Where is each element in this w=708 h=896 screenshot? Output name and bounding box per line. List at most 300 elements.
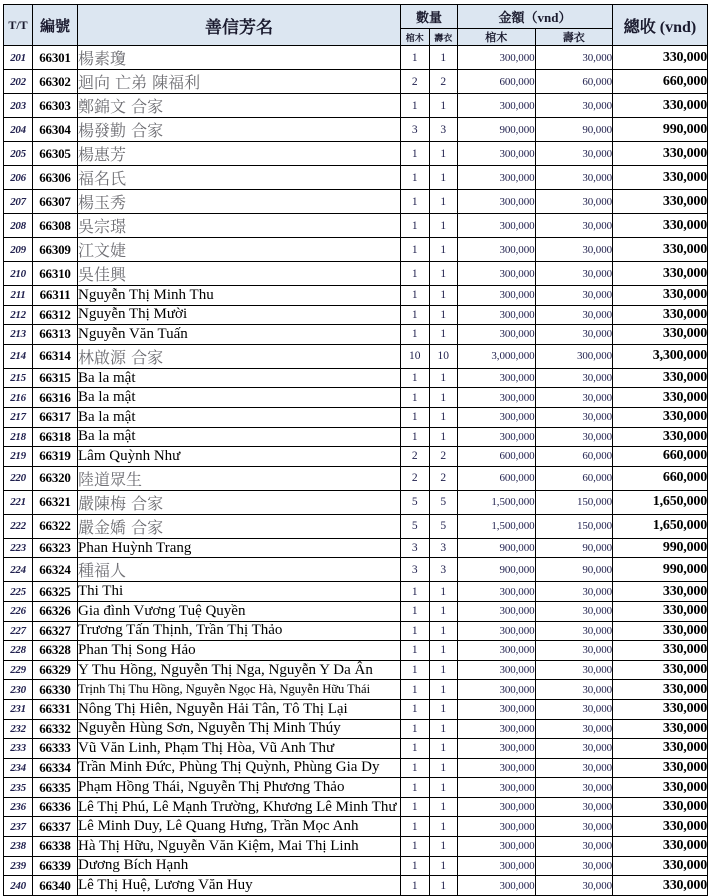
cell-code[interactable]: 66325	[33, 582, 78, 602]
cell-amt-shroud[interactable]: 60,000	[535, 447, 613, 467]
cell-qty-coffin[interactable]: 1	[401, 582, 430, 602]
cell-name[interactable]: Trương Tấn Thịnh, Trần Thị Thảo	[78, 621, 401, 641]
cell-amt-coffin[interactable]: 600,000	[458, 447, 536, 467]
cell-amt-coffin[interactable]: 300,000	[458, 601, 536, 621]
cell-code[interactable]: 66305	[33, 142, 78, 166]
cell-qty-coffin[interactable]: 3	[401, 558, 430, 582]
table-row[interactable]	[4, 286, 708, 306]
cell-qty-shroud[interactable]: 1	[429, 325, 458, 345]
cell-amt-shroud[interactable]: 30,000	[535, 758, 613, 778]
cell-qty-shroud[interactable]: 1	[429, 388, 458, 408]
cell-tt[interactable]: 216	[4, 388, 33, 408]
cell-qty-shroud[interactable]: 2	[429, 466, 458, 490]
table-row[interactable]	[4, 719, 708, 739]
cell-amt-shroud[interactable]: 30,000	[535, 778, 613, 798]
cell-name[interactable]: Lâm Quỳnh Như	[78, 447, 401, 467]
cell-qty-coffin[interactable]: 1	[401, 837, 430, 857]
cell-amt-coffin[interactable]: 1,500,000	[458, 490, 536, 514]
cell-code[interactable]: 66303	[33, 94, 78, 118]
table-row[interactable]	[4, 118, 708, 142]
cell-qty-shroud[interactable]: 1	[429, 368, 458, 388]
table-row[interactable]	[4, 699, 708, 719]
cell-name[interactable]: 楊玉秀	[78, 190, 401, 214]
cell-code[interactable]: 66335	[33, 778, 78, 798]
cell-qty-shroud[interactable]: 1	[429, 286, 458, 306]
cell-qty-coffin[interactable]: 2	[401, 447, 430, 467]
cell-total[interactable]: 3,300,000	[613, 344, 708, 368]
cell-total[interactable]: 330,000	[613, 214, 708, 238]
cell-tt[interactable]: 229	[4, 660, 33, 680]
cell-name[interactable]: 嚴金嬌 合家	[78, 514, 401, 538]
table-row[interactable]	[4, 325, 708, 345]
table-row[interactable]	[4, 70, 708, 94]
cell-qty-shroud[interactable]: 3	[429, 558, 458, 582]
cell-total[interactable]: 330,000	[613, 797, 708, 817]
cell-amt-coffin[interactable]: 300,000	[458, 368, 536, 388]
cell-tt[interactable]: 221	[4, 490, 33, 514]
cell-tt[interactable]: 222	[4, 514, 33, 538]
cell-code[interactable]: 66307	[33, 190, 78, 214]
table-row[interactable]	[4, 856, 708, 876]
cell-amt-shroud[interactable]: 30,000	[535, 214, 613, 238]
cell-amt-shroud[interactable]: 30,000	[535, 407, 613, 427]
cell-code[interactable]: 66309	[33, 238, 78, 262]
cell-name[interactable]: 陸道眾生	[78, 466, 401, 490]
cell-tt[interactable]: 205	[4, 142, 33, 166]
cell-amt-coffin[interactable]: 300,000	[458, 660, 536, 680]
cell-name[interactable]: Thi Thi	[78, 582, 401, 602]
cell-amt-shroud[interactable]: 30,000	[535, 660, 613, 680]
table-row[interactable]	[4, 538, 708, 558]
cell-qty-shroud[interactable]: 1	[429, 739, 458, 759]
cell-code[interactable]: 66328	[33, 641, 78, 661]
cell-code[interactable]: 66315	[33, 368, 78, 388]
cell-amt-coffin[interactable]: 300,000	[458, 837, 536, 857]
cell-total[interactable]: 330,000	[613, 238, 708, 262]
cell-amt-shroud[interactable]: 30,000	[535, 719, 613, 739]
cell-qty-shroud[interactable]: 1	[429, 427, 458, 447]
cell-tt[interactable]: 208	[4, 214, 33, 238]
cell-qty-coffin[interactable]: 1	[401, 797, 430, 817]
cell-amt-shroud[interactable]: 30,000	[535, 142, 613, 166]
cell-code[interactable]: 66339	[33, 856, 78, 876]
cell-amt-coffin[interactable]: 300,000	[458, 166, 536, 190]
cell-qty-coffin[interactable]: 1	[401, 427, 430, 447]
cell-name[interactable]: 福名氏	[78, 166, 401, 190]
cell-qty-coffin[interactable]: 1	[401, 876, 430, 896]
cell-name[interactable]: 楊惠芳	[78, 142, 401, 166]
cell-tt[interactable]: 204	[4, 118, 33, 142]
cell-tt[interactable]: 224	[4, 558, 33, 582]
cell-amt-coffin[interactable]: 300,000	[458, 797, 536, 817]
cell-code[interactable]: 66319	[33, 447, 78, 467]
cell-qty-shroud[interactable]: 1	[429, 601, 458, 621]
cell-qty-shroud[interactable]: 1	[429, 582, 458, 602]
cell-qty-shroud[interactable]: 10	[429, 344, 458, 368]
table-row[interactable]	[4, 427, 708, 447]
cell-amt-shroud[interactable]: 30,000	[535, 699, 613, 719]
cell-code[interactable]: 66327	[33, 621, 78, 641]
cell-name[interactable]: 楊素瓊	[78, 46, 401, 70]
cell-tt[interactable]: 235	[4, 778, 33, 798]
cell-qty-coffin[interactable]: 1	[401, 660, 430, 680]
table-row[interactable]	[4, 344, 708, 368]
cell-qty-shroud[interactable]: 2	[429, 70, 458, 94]
cell-total[interactable]: 330,000	[613, 166, 708, 190]
cell-amt-coffin[interactable]: 300,000	[458, 286, 536, 306]
cell-code[interactable]: 66302	[33, 70, 78, 94]
cell-code[interactable]: 66311	[33, 286, 78, 306]
cell-amt-shroud[interactable]: 30,000	[535, 621, 613, 641]
cell-amt-coffin[interactable]: 300,000	[458, 262, 536, 286]
cell-tt[interactable]: 228	[4, 641, 33, 661]
table-row[interactable]	[4, 837, 708, 857]
cell-qty-shroud[interactable]: 1	[429, 142, 458, 166]
cell-amt-shroud[interactable]: 90,000	[535, 118, 613, 142]
cell-tt[interactable]: 239	[4, 856, 33, 876]
cell-qty-shroud[interactable]: 5	[429, 490, 458, 514]
cell-amt-shroud[interactable]: 30,000	[535, 876, 613, 896]
cell-qty-coffin[interactable]: 1	[401, 262, 430, 286]
cell-qty-coffin[interactable]: 1	[401, 388, 430, 408]
table-row[interactable]	[4, 739, 708, 759]
cell-amt-coffin[interactable]: 300,000	[458, 46, 536, 70]
cell-amt-shroud[interactable]: 150,000	[535, 514, 613, 538]
table-row[interactable]	[4, 214, 708, 238]
cell-code[interactable]: 66306	[33, 166, 78, 190]
cell-code[interactable]: 66316	[33, 388, 78, 408]
cell-total[interactable]: 330,000	[613, 407, 708, 427]
cell-amt-coffin[interactable]: 300,000	[458, 582, 536, 602]
cell-qty-coffin[interactable]: 1	[401, 601, 430, 621]
cell-tt[interactable]: 237	[4, 817, 33, 837]
cell-tt[interactable]: 207	[4, 190, 33, 214]
cell-total[interactable]: 330,000	[613, 325, 708, 345]
cell-qty-shroud[interactable]: 1	[429, 94, 458, 118]
cell-total[interactable]: 330,000	[613, 641, 708, 661]
cell-name[interactable]: 楊發勤 合家	[78, 118, 401, 142]
cell-tt[interactable]: 209	[4, 238, 33, 262]
cell-total[interactable]: 330,000	[613, 660, 708, 680]
cell-qty-coffin[interactable]: 10	[401, 344, 430, 368]
cell-name[interactable]: Ba la mật	[78, 368, 401, 388]
cell-code[interactable]: 66330	[33, 680, 78, 700]
cell-name[interactable]: 吳宗璟	[78, 214, 401, 238]
cell-code[interactable]: 66334	[33, 758, 78, 778]
table-row[interactable]	[4, 660, 708, 680]
cell-amt-coffin[interactable]: 300,000	[458, 94, 536, 118]
cell-name[interactable]: Phạm Hồng Thái, Nguyễn Thị Phương Thảo	[78, 778, 401, 798]
cell-amt-coffin[interactable]: 300,000	[458, 621, 536, 641]
cell-qty-coffin[interactable]: 3	[401, 118, 430, 142]
table-row[interactable]	[4, 190, 708, 214]
cell-total[interactable]: 330,000	[613, 621, 708, 641]
cell-name[interactable]: Gia đình Vương Tuệ Quyền	[78, 601, 401, 621]
cell-qty-coffin[interactable]: 1	[401, 739, 430, 759]
cell-amt-shroud[interactable]: 30,000	[535, 739, 613, 759]
cell-qty-coffin[interactable]: 1	[401, 856, 430, 876]
cell-total[interactable]: 330,000	[613, 286, 708, 306]
cell-qty-shroud[interactable]: 1	[429, 797, 458, 817]
cell-code[interactable]: 66329	[33, 660, 78, 680]
cell-tt[interactable]: 213	[4, 325, 33, 345]
cell-qty-shroud[interactable]: 5	[429, 514, 458, 538]
cell-code[interactable]: 66304	[33, 118, 78, 142]
cell-qty-shroud[interactable]: 1	[429, 817, 458, 837]
cell-name[interactable]: Ba la mật	[78, 407, 401, 427]
cell-amt-coffin[interactable]: 300,000	[458, 238, 536, 262]
cell-name[interactable]: Hà Thị Hữu, Nguyễn Văn Kiệm, Mai Thị Linh	[78, 837, 401, 857]
cell-name[interactable]: Lê Thị Huệ, Lương Văn Huy	[78, 876, 401, 896]
cell-amt-coffin[interactable]: 300,000	[458, 388, 536, 408]
cell-tt[interactable]: 240	[4, 876, 33, 896]
cell-total[interactable]: 330,000	[613, 817, 708, 837]
cell-amt-shroud[interactable]: 30,000	[535, 817, 613, 837]
cell-total[interactable]: 330,000	[613, 94, 708, 118]
cell-tt[interactable]: 214	[4, 344, 33, 368]
cell-amt-coffin[interactable]: 300,000	[458, 817, 536, 837]
cell-name[interactable]: 迴向 亡弟 陳福利	[78, 70, 401, 94]
cell-qty-shroud[interactable]: 3	[429, 538, 458, 558]
cell-amt-coffin[interactable]: 300,000	[458, 305, 536, 325]
cell-amt-shroud[interactable]: 30,000	[535, 368, 613, 388]
cell-tt[interactable]: 233	[4, 739, 33, 759]
cell-name[interactable]: Phan Huỳnh Trang	[78, 538, 401, 558]
table-row[interactable]	[4, 582, 708, 602]
table-row[interactable]	[4, 641, 708, 661]
cell-qty-shroud[interactable]: 1	[429, 641, 458, 661]
cell-amt-coffin[interactable]: 300,000	[458, 778, 536, 798]
cell-tt[interactable]: 206	[4, 166, 33, 190]
table-row[interactable]	[4, 621, 708, 641]
cell-qty-coffin[interactable]: 2	[401, 70, 430, 94]
cell-amt-shroud[interactable]: 30,000	[535, 262, 613, 286]
cell-name[interactable]: Nguyễn Văn Tuấn	[78, 325, 401, 345]
cell-amt-shroud[interactable]: 30,000	[535, 325, 613, 345]
cell-code[interactable]: 66322	[33, 514, 78, 538]
cell-qty-shroud[interactable]: 1	[429, 190, 458, 214]
cell-amt-coffin[interactable]: 300,000	[458, 641, 536, 661]
cell-code[interactable]: 66312	[33, 305, 78, 325]
cell-name[interactable]: Nguyễn Hùng Sơn, Nguyễn Thị Minh Thúy	[78, 719, 401, 739]
cell-qty-coffin[interactable]: 1	[401, 142, 430, 166]
cell-code[interactable]: 66323	[33, 538, 78, 558]
cell-amt-coffin[interactable]: 3,000,000	[458, 344, 536, 368]
table-row[interactable]	[4, 680, 708, 700]
cell-amt-shroud[interactable]: 30,000	[535, 46, 613, 70]
cell-qty-coffin[interactable]: 1	[401, 407, 430, 427]
cell-qty-coffin[interactable]: 1	[401, 817, 430, 837]
cell-name[interactable]: 江文婕	[78, 238, 401, 262]
cell-qty-shroud[interactable]: 1	[429, 837, 458, 857]
cell-total[interactable]: 330,000	[613, 305, 708, 325]
cell-amt-coffin[interactable]: 300,000	[458, 190, 536, 214]
cell-tt[interactable]: 202	[4, 70, 33, 94]
cell-name[interactable]: 林啟源 合家	[78, 344, 401, 368]
cell-total[interactable]: 330,000	[613, 142, 708, 166]
cell-name[interactable]: 種福人	[78, 558, 401, 582]
cell-qty-coffin[interactable]: 2	[401, 466, 430, 490]
cell-total[interactable]: 330,000	[613, 758, 708, 778]
cell-qty-shroud[interactable]: 1	[429, 238, 458, 262]
cell-qty-coffin[interactable]: 1	[401, 286, 430, 306]
cell-amt-coffin[interactable]: 900,000	[458, 118, 536, 142]
cell-tt[interactable]: 231	[4, 699, 33, 719]
cell-code[interactable]: 66333	[33, 739, 78, 759]
cell-qty-coffin[interactable]: 1	[401, 166, 430, 190]
table-row[interactable]	[4, 558, 708, 582]
table-row[interactable]	[4, 447, 708, 467]
cell-code[interactable]: 66301	[33, 46, 78, 70]
cell-qty-coffin[interactable]: 1	[401, 238, 430, 262]
cell-total[interactable]: 330,000	[613, 262, 708, 286]
cell-amt-shroud[interactable]: 30,000	[535, 582, 613, 602]
cell-qty-shroud[interactable]: 1	[429, 719, 458, 739]
cell-total[interactable]: 330,000	[613, 719, 708, 739]
cell-total[interactable]: 330,000	[613, 582, 708, 602]
table-row[interactable]	[4, 305, 708, 325]
cell-qty-coffin[interactable]: 1	[401, 778, 430, 798]
cell-amt-shroud[interactable]: 30,000	[535, 641, 613, 661]
table-row[interactable]	[4, 388, 708, 408]
cell-total[interactable]: 660,000	[613, 466, 708, 490]
cell-tt[interactable]: 217	[4, 407, 33, 427]
cell-amt-shroud[interactable]: 90,000	[535, 538, 613, 558]
cell-total[interactable]: 1,650,000	[613, 490, 708, 514]
cell-tt[interactable]: 225	[4, 582, 33, 602]
cell-name[interactable]: Phan Thị Song Hảo	[78, 641, 401, 661]
cell-qty-shroud[interactable]: 1	[429, 214, 458, 238]
cell-qty-shroud[interactable]: 1	[429, 778, 458, 798]
cell-amt-shroud[interactable]: 30,000	[535, 680, 613, 700]
cell-qty-coffin[interactable]: 1	[401, 719, 430, 739]
cell-code[interactable]: 66331	[33, 699, 78, 719]
cell-tt[interactable]: 215	[4, 368, 33, 388]
table-row[interactable]	[4, 758, 708, 778]
cell-total[interactable]: 660,000	[613, 70, 708, 94]
cell-code[interactable]: 66338	[33, 837, 78, 857]
cell-code[interactable]: 66340	[33, 876, 78, 896]
cell-qty-coffin[interactable]: 1	[401, 190, 430, 214]
cell-qty-coffin[interactable]: 1	[401, 305, 430, 325]
cell-total[interactable]: 330,000	[613, 46, 708, 70]
cell-tt[interactable]: 227	[4, 621, 33, 641]
cell-amt-shroud[interactable]: 30,000	[535, 190, 613, 214]
cell-tt[interactable]: 230	[4, 680, 33, 700]
cell-code[interactable]: 66336	[33, 797, 78, 817]
cell-amt-coffin[interactable]: 300,000	[458, 680, 536, 700]
cell-total[interactable]: 330,000	[613, 856, 708, 876]
cell-tt[interactable]: 219	[4, 447, 33, 467]
cell-qty-coffin[interactable]: 1	[401, 680, 430, 700]
cell-amt-coffin[interactable]: 300,000	[458, 142, 536, 166]
cell-qty-coffin[interactable]: 5	[401, 514, 430, 538]
cell-qty-coffin[interactable]: 1	[401, 641, 430, 661]
cell-tt[interactable]: 201	[4, 46, 33, 70]
cell-tt[interactable]: 218	[4, 427, 33, 447]
cell-qty-coffin[interactable]: 5	[401, 490, 430, 514]
cell-name[interactable]: Nông Thị Hiên, Nguyễn Hải Tân, Tô Thị Lại	[78, 699, 401, 719]
cell-total[interactable]: 660,000	[613, 447, 708, 467]
cell-amt-coffin[interactable]: 300,000	[458, 758, 536, 778]
cell-total[interactable]: 330,000	[613, 388, 708, 408]
cell-code[interactable]: 66308	[33, 214, 78, 238]
cell-tt[interactable]: 226	[4, 601, 33, 621]
cell-tt[interactable]: 232	[4, 719, 33, 739]
cell-total[interactable]: 330,000	[613, 876, 708, 896]
cell-qty-shroud[interactable]: 1	[429, 46, 458, 70]
cell-total[interactable]: 1,650,000	[613, 514, 708, 538]
cell-code[interactable]: 66314	[33, 344, 78, 368]
cell-code[interactable]: 66321	[33, 490, 78, 514]
cell-name[interactable]: Lê Minh Duy, Lê Quang Hưng, Trần Mọc Anh	[78, 817, 401, 837]
cell-qty-coffin[interactable]: 1	[401, 621, 430, 641]
cell-tt[interactable]: 210	[4, 262, 33, 286]
cell-code[interactable]: 66310	[33, 262, 78, 286]
cell-total[interactable]: 330,000	[613, 368, 708, 388]
cell-qty-coffin[interactable]: 1	[401, 214, 430, 238]
cell-amt-coffin[interactable]: 300,000	[458, 407, 536, 427]
cell-total[interactable]: 330,000	[613, 739, 708, 759]
cell-amt-shroud[interactable]: 60,000	[535, 70, 613, 94]
cell-amt-shroud[interactable]: 30,000	[535, 427, 613, 447]
cell-code[interactable]: 66320	[33, 466, 78, 490]
cell-name[interactable]: Ba la mật	[78, 388, 401, 408]
cell-qty-shroud[interactable]: 1	[429, 699, 458, 719]
cell-total[interactable]: 330,000	[613, 680, 708, 700]
table-row[interactable]	[4, 142, 708, 166]
cell-name[interactable]: Y Thu Hồng, Nguyễn Thị Nga, Nguyễn Y Da Ân	[78, 660, 401, 680]
cell-amt-coffin[interactable]: 300,000	[458, 325, 536, 345]
cell-amt-shroud[interactable]: 30,000	[535, 388, 613, 408]
cell-amt-shroud[interactable]: 30,000	[535, 797, 613, 817]
table-row[interactable]	[4, 490, 708, 514]
table-row[interactable]	[4, 601, 708, 621]
cell-amt-shroud[interactable]: 30,000	[535, 166, 613, 190]
cell-qty-shroud[interactable]: 1	[429, 407, 458, 427]
table-row[interactable]	[4, 407, 708, 427]
cell-name[interactable]: 吳佳興	[78, 262, 401, 286]
cell-name[interactable]: 嚴陳梅 合家	[78, 490, 401, 514]
cell-code[interactable]: 66313	[33, 325, 78, 345]
cell-qty-shroud[interactable]: 1	[429, 621, 458, 641]
cell-tt[interactable]: 212	[4, 305, 33, 325]
cell-qty-shroud[interactable]: 1	[429, 876, 458, 896]
cell-name[interactable]: 鄭錦文 合家	[78, 94, 401, 118]
cell-amt-shroud[interactable]: 30,000	[535, 305, 613, 325]
cell-tt[interactable]: 211	[4, 286, 33, 306]
cell-code[interactable]: 66332	[33, 719, 78, 739]
cell-name[interactable]: Dương Bích Hạnh	[78, 856, 401, 876]
table-row[interactable]	[4, 166, 708, 190]
cell-qty-coffin[interactable]: 3	[401, 538, 430, 558]
cell-tt[interactable]: 238	[4, 837, 33, 857]
cell-name[interactable]: Ba la mật	[78, 427, 401, 447]
cell-total[interactable]: 990,000	[613, 538, 708, 558]
cell-amt-coffin[interactable]: 300,000	[458, 427, 536, 447]
cell-amt-coffin[interactable]: 300,000	[458, 876, 536, 896]
cell-name[interactable]: Lê Thị Phú, Lê Mạnh Trường, Khương Lê Minh Thư	[78, 797, 401, 817]
cell-name[interactable]: Vũ Văn Linh, Phạm Thị Hòa, Vũ Anh Thư	[78, 739, 401, 759]
cell-qty-coffin[interactable]: 1	[401, 94, 430, 118]
cell-name[interactable]: Nguyễn Thị Mười	[78, 305, 401, 325]
table-row[interactable]	[4, 262, 708, 286]
cell-amt-shroud[interactable]: 30,000	[535, 601, 613, 621]
cell-amt-coffin[interactable]: 600,000	[458, 70, 536, 94]
cell-total[interactable]: 990,000	[613, 558, 708, 582]
cell-amt-coffin[interactable]: 300,000	[458, 719, 536, 739]
cell-total[interactable]: 330,000	[613, 427, 708, 447]
